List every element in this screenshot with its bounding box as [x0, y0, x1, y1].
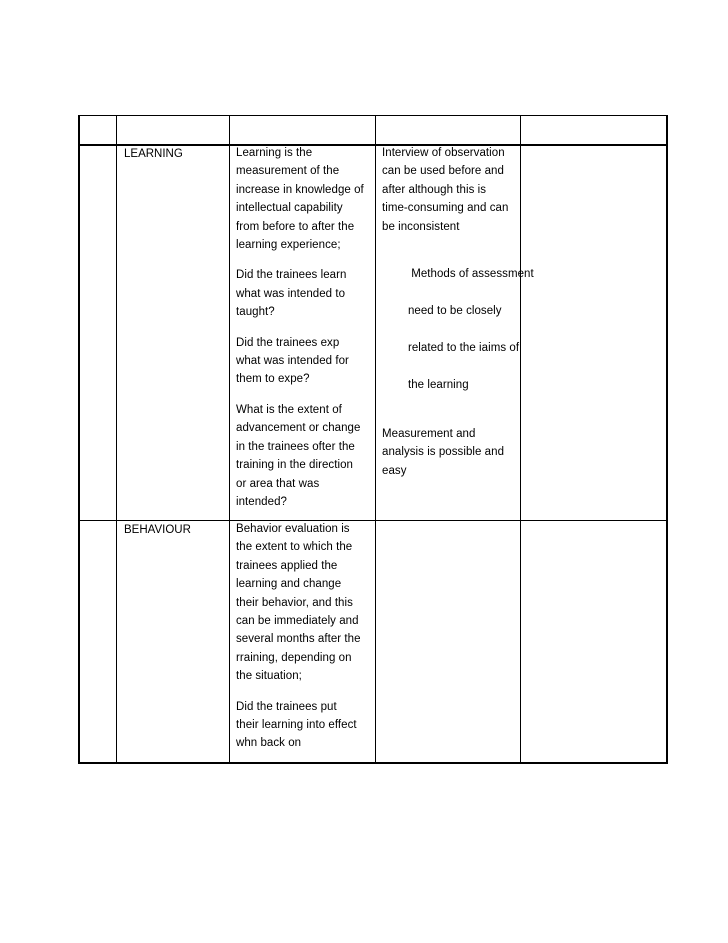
learning-definition-paragraph: Learning is the measurement of the increase in knowledge of intellectual capability from before to after the learning experience; [236, 147, 364, 252]
table-top-border [79, 115, 668, 116]
learning-methods-paragraph-1: Interview of observation can be used before and after although this is time-consuming and can be inconsistent [382, 147, 509, 233]
learning-methods-paragraph-3: Measurement and analysis is possible and easy [382, 427, 505, 477]
stage-label-behaviour: BEHAVIOUR [124, 524, 191, 536]
table-right-border [666, 115, 668, 764]
behaviour-description-cell [236, 520, 372, 753]
learning-methods-paragraph-2: Methods of assessment need to be closely related to the iaims of the learning [407, 268, 534, 391]
learning-description-cell [236, 144, 372, 511]
behaviour-question-paragraph: Did the trainees put their learning into effect whn back on [236, 700, 357, 750]
column-divider-4 [520, 115, 521, 764]
column-divider-1 [116, 115, 117, 764]
table-left-border [78, 115, 80, 764]
learning-question-paragraph-2: Did the trainees exp what was intended for them to expe? [236, 336, 349, 386]
learning-question-paragraph-1: Did the trainees learn what was intended to taught? [236, 269, 347, 319]
table-bottom-border [79, 762, 668, 764]
learning-question-paragraph-3: What is the extent of advancement or change in the trainees ofter the training in the direction or area that was intended? [236, 403, 361, 508]
column-divider-2 [229, 115, 230, 764]
column-divider-3 [375, 115, 376, 764]
learning-methods-cell [382, 144, 534, 480]
behaviour-definition-paragraph: Behavior evaluation is the extent to which the trainees applied the learning and change their behavior, and this can be immediately and several months after the rraining, depending on the situation; [236, 523, 361, 683]
stage-label-learning: LEARNING [124, 148, 183, 160]
